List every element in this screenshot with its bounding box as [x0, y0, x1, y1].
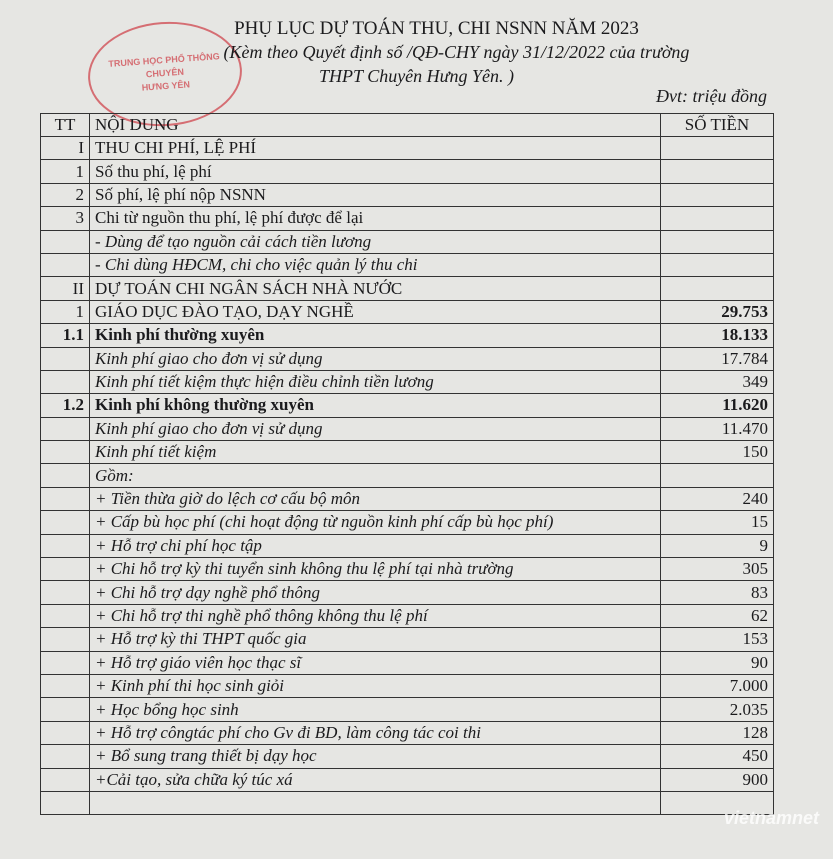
- row-tt: [41, 347, 90, 370]
- row-amount: 7.000: [661, 674, 774, 697]
- row-tt: [41, 581, 90, 604]
- row-amount: 153: [661, 628, 774, 651]
- table-row: [41, 745, 774, 768]
- table-row: [41, 253, 774, 276]
- row-tt: [41, 558, 90, 581]
- row-tt: [41, 768, 90, 791]
- row-amount: 240: [661, 487, 774, 510]
- row-content: + Hỗ trợ côngtác phí cho Gv đi BD, làm công tác coi thi: [90, 721, 661, 744]
- table-row: [41, 160, 774, 183]
- subtitle-line-1: (Kèm theo Quyết định số /QĐ-CHY ngày 31/12/2022 của trường: [223, 42, 690, 62]
- table-row: [41, 183, 774, 206]
- row-tt: [41, 698, 90, 721]
- row-amount: [661, 464, 774, 487]
- table-row: [41, 674, 774, 697]
- row-tt: [41, 791, 90, 814]
- row-content: - Chi dùng HĐCM, chi cho việc quản lý thu chi: [90, 253, 661, 276]
- row-tt: [41, 441, 90, 464]
- stamp-line: HƯNG YÊN: [141, 79, 191, 93]
- row-amount: 90: [661, 651, 774, 674]
- row-amount: 29.753: [661, 300, 774, 323]
- row-content: + Bổ sung trang thiết bị dạy học: [90, 745, 661, 768]
- row-tt: [41, 487, 90, 510]
- row-content: + Chi hỗ trợ dạy nghề phổ thông: [90, 581, 661, 604]
- table-row: [41, 604, 774, 627]
- row-tt: II: [41, 277, 90, 300]
- row-amount: [661, 207, 774, 230]
- row-content: Kinh phí giao cho đơn vị sử dụng: [90, 417, 661, 440]
- row-amount: 450: [661, 745, 774, 768]
- table-row: [41, 791, 774, 814]
- row-amount: 15: [661, 511, 774, 534]
- row-content: + Hỗ trợ kỳ thi THPT quốc gia: [90, 628, 661, 651]
- col-tt: TT: [41, 114, 90, 137]
- row-amount: [661, 277, 774, 300]
- stamp-line: TRUNG HỌC PHỔ THÔNG: [108, 51, 220, 69]
- row-content: Số thu phí, lệ phí: [90, 160, 661, 183]
- row-tt: 1: [41, 300, 90, 323]
- row-content: THU CHI PHÍ, LỆ PHÍ: [90, 137, 661, 160]
- row-tt: [41, 721, 90, 744]
- unit-label: Đvt: triệu đồng: [656, 86, 767, 106]
- row-amount: 11.620: [661, 394, 774, 417]
- row-tt: [41, 534, 90, 557]
- table-row: [41, 558, 774, 581]
- table-row: [41, 417, 774, 440]
- row-tt: 1.2: [41, 394, 90, 417]
- row-content: Số phí, lệ phí nộp NSNN: [90, 183, 661, 206]
- row-tt: [41, 230, 90, 253]
- row-amount: 305: [661, 558, 774, 581]
- table-row: [41, 651, 774, 674]
- row-content: + Kinh phí thi học sinh giỏi: [90, 674, 661, 697]
- budget-table: [40, 113, 774, 815]
- table-row: [41, 511, 774, 534]
- row-content: Kinh phí không thường xuyên: [90, 394, 661, 417]
- row-amount: 9: [661, 534, 774, 557]
- row-content: + Hỗ trợ giáo viên học thạc sĩ: [90, 651, 661, 674]
- row-tt: [41, 651, 90, 674]
- table-row: [41, 277, 774, 300]
- table-row: [41, 487, 774, 510]
- row-tt: [41, 604, 90, 627]
- table-row: [41, 394, 774, 417]
- row-content: + Tiền thừa giờ do lệch cơ cấu bộ môn: [90, 487, 661, 510]
- table-row: [41, 300, 774, 323]
- row-amount: [661, 160, 774, 183]
- col-content: NỘI DUNG: [90, 114, 661, 137]
- row-content: Chi từ nguồn thu phí, lệ phí được để lại: [90, 207, 661, 230]
- row-content: +Cải tạo, sửa chữa ký túc xá: [90, 768, 661, 791]
- row-tt: I: [41, 137, 90, 160]
- row-tt: [41, 511, 90, 534]
- row-tt: 2: [41, 183, 90, 206]
- table-row: [41, 370, 774, 393]
- row-content: + Cấp bù học phí (chi hoạt động từ nguồn kinh phí cấp bù học phí): [90, 511, 661, 534]
- row-amount: 62: [661, 604, 774, 627]
- row-amount: [661, 137, 774, 160]
- row-amount: 18.133: [661, 324, 774, 347]
- row-content: + Chi hỗ trợ thi nghề phổ thông không thu lệ phí: [90, 604, 661, 627]
- table-row: [41, 207, 774, 230]
- table-row: [41, 698, 774, 721]
- col-amount: SỐ TIỀN: [661, 114, 774, 137]
- row-amount: 150: [661, 441, 774, 464]
- row-content: + Học bổng học sinh: [90, 698, 661, 721]
- row-content: DỰ TOÁN CHI NGÂN SÁCH NHÀ NƯỚC: [90, 277, 661, 300]
- row-tt: 1: [41, 160, 90, 183]
- row-amount: 128: [661, 721, 774, 744]
- row-tt: [41, 674, 90, 697]
- row-content: Kinh phí tiết kiệm thực hiện điều chỉnh tiền lương: [90, 370, 661, 393]
- row-amount: 349: [661, 370, 774, 393]
- row-amount: [661, 183, 774, 206]
- table-row: [41, 628, 774, 651]
- row-amount: 900: [661, 768, 774, 791]
- row-amount: 11.470: [661, 417, 774, 440]
- subtitle-line-2: THPT Chuyên Hưng Yên. ): [319, 66, 514, 86]
- row-amount: 2.035: [661, 698, 774, 721]
- row-content: [90, 791, 661, 814]
- row-tt: [41, 464, 90, 487]
- row-tt: 3: [41, 207, 90, 230]
- stamp-line: CHUYÊN: [145, 66, 185, 80]
- row-content: GIÁO DỤC ĐÀO TẠO, DẠY NGHỀ: [90, 300, 661, 323]
- row-amount: 17.784: [661, 347, 774, 370]
- row-tt: [41, 253, 90, 276]
- table-row: [41, 768, 774, 791]
- table-row: [41, 464, 774, 487]
- table-row: [41, 721, 774, 744]
- table-row: [41, 230, 774, 253]
- table-row: [41, 347, 774, 370]
- row-tt: [41, 628, 90, 651]
- row-amount: [661, 230, 774, 253]
- document-title: PHỤ LỤC DỰ TOÁN THU, CHI NSNN NĂM 2023: [234, 18, 639, 39]
- table-row: [41, 534, 774, 557]
- row-tt: 1.1: [41, 324, 90, 347]
- row-amount: 83: [661, 581, 774, 604]
- table-row: [41, 324, 774, 347]
- row-tt: [41, 370, 90, 393]
- watermark-logo: vietnamnet: [723, 808, 819, 828]
- row-content: Kinh phí thường xuyên: [90, 324, 661, 347]
- row-content: Kinh phí giao cho đơn vị sử dụng: [90, 347, 661, 370]
- row-content: Gồm:: [90, 464, 661, 487]
- row-tt: [41, 745, 90, 768]
- row-content: Kinh phí tiết kiệm: [90, 441, 661, 464]
- row-tt: [41, 417, 90, 440]
- table-row: [41, 581, 774, 604]
- table-row: [41, 137, 774, 160]
- row-content: + Hỗ trợ chi phí học tập: [90, 534, 661, 557]
- row-amount: [661, 253, 774, 276]
- row-content: + Chi hỗ trợ kỳ thi tuyển sinh không thu lệ phí tại nhà trường: [90, 558, 661, 581]
- row-content: - Dùng để tạo nguồn cải cách tiền lương: [90, 230, 661, 253]
- table-row: [41, 441, 774, 464]
